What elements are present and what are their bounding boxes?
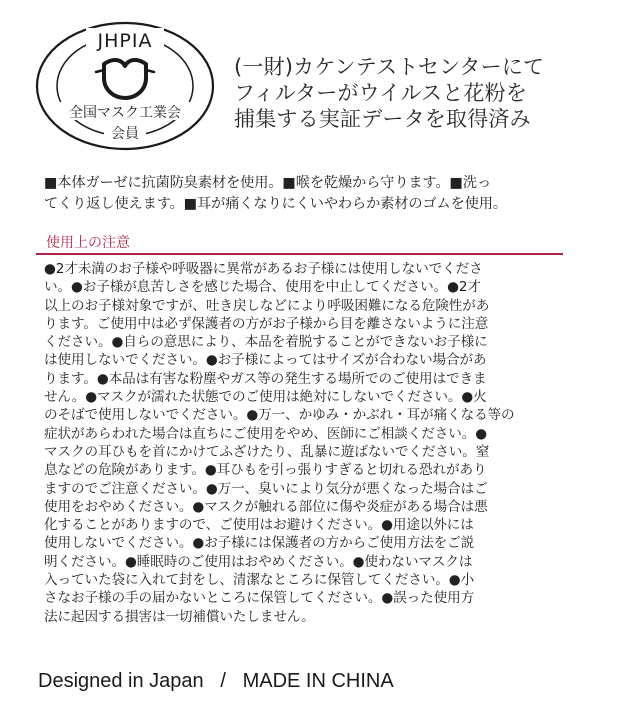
certification-statement: [234, 54, 614, 132]
caution-line: い。●お子様が息苦しさを感じた場合、使用を中止してください。●2才: [44, 279, 481, 296]
caution-divider: [36, 253, 563, 255]
caution-line: さなお子様の手の届かないところに保管してください。●誤った使用方: [44, 590, 475, 607]
jhpia-seal-graphic: [34, 20, 216, 152]
caution-line: 入っていた袋に入れて封をし、清潔なところに保管してください。●小: [44, 572, 475, 589]
jhpia-member-seal: [34, 20, 216, 152]
caution-line: は使用しないでください。●お子様によってはサイズが合わない場合があ: [44, 352, 487, 369]
caution-heading: 使用上の注意: [46, 235, 130, 251]
caution-line: 使用しないでください。●お子様には保護者の方からご使用方法をご説: [44, 535, 475, 552]
caution-line: 化することがありますので、ご使用はお避けください。●用途以外には: [44, 517, 474, 534]
caution-line: ります。●本品は有害な粉塵やガス等の発生する場所でのご使用はできま: [44, 370, 487, 387]
seal-bottom-text: 会員: [111, 126, 139, 142]
features-line: てくり返し使えます。■耳が痛くなりにくいやわらか素材のゴムを使用。: [44, 196, 507, 212]
caution-line: ますのでご注意ください。●万一、臭いにより気分が悪くなった場合はご: [44, 480, 488, 497]
caution-line: のそばで使用しないでください。●万一、かゆみ・かぶれ・耳が痛くなる等の: [44, 407, 515, 424]
caution-line: 使用をおやめください。●マスクが触れる部位に傷や炎症がある場合は悪: [44, 498, 488, 515]
caution-line: 以上のお子様対象ですが、吐き戻しなどにより呼吸困難になる危険性があ: [44, 297, 490, 314]
caution-line: ります。ご使用中は必ず保護者の方がお子様から目を離さないように注意: [44, 315, 489, 332]
certification-line: フィルターがウイルスと花粉を: [234, 81, 528, 105]
origin-statement: [38, 670, 394, 693]
caution-line: ください。●自らの意思により、本品を着脱することができないお子様に: [44, 334, 488, 351]
features-line: ■本体ガーゼに抗菌防臭素材を使用。■喉を乾燥から守ります。■洗っ: [44, 175, 492, 191]
made-in-label: MADE IN CHINA: [242, 670, 394, 692]
caution-line: 明ください。●睡眠時のご使用はおやめください。●使わないマスクは: [44, 553, 473, 570]
caution-text: [44, 260, 564, 626]
certification-line: 捕集する実証データを取得済み: [234, 107, 531, 131]
designed-in-label: Designed in Japan: [38, 670, 204, 692]
product-features: [44, 173, 600, 215]
seal-top-text: JHPIA: [97, 30, 153, 52]
caution-line: 症状があらわれた場合は直ちにご使用をやめ、医師にご相談ください。●: [44, 425, 488, 442]
mask-icon: [96, 60, 154, 98]
caution-line: 法に起因する損害は一切補償いたしません。: [44, 608, 315, 625]
caution-line: ●2才未満のお子様や呼吸器に異常があるお子様には使用しないでくださ: [44, 261, 483, 277]
certification-line: (一財)カケンテストセンターにて: [234, 55, 545, 79]
caution-line: せん。●マスクが濡れた状態でのご使用は絶対にしないでください。●火: [44, 389, 487, 406]
seal-middle-text: 全国マスク工業会: [69, 105, 181, 121]
origin-separator: /: [220, 670, 226, 692]
caution-line: 息などの危険があります。●耳ひもを引っ張りすぎると切れる恐れがあり: [44, 462, 487, 479]
caution-line: マスクの耳ひもを首にかけてふざけたり、乱暴に遊ばないでください。窒: [44, 443, 490, 460]
